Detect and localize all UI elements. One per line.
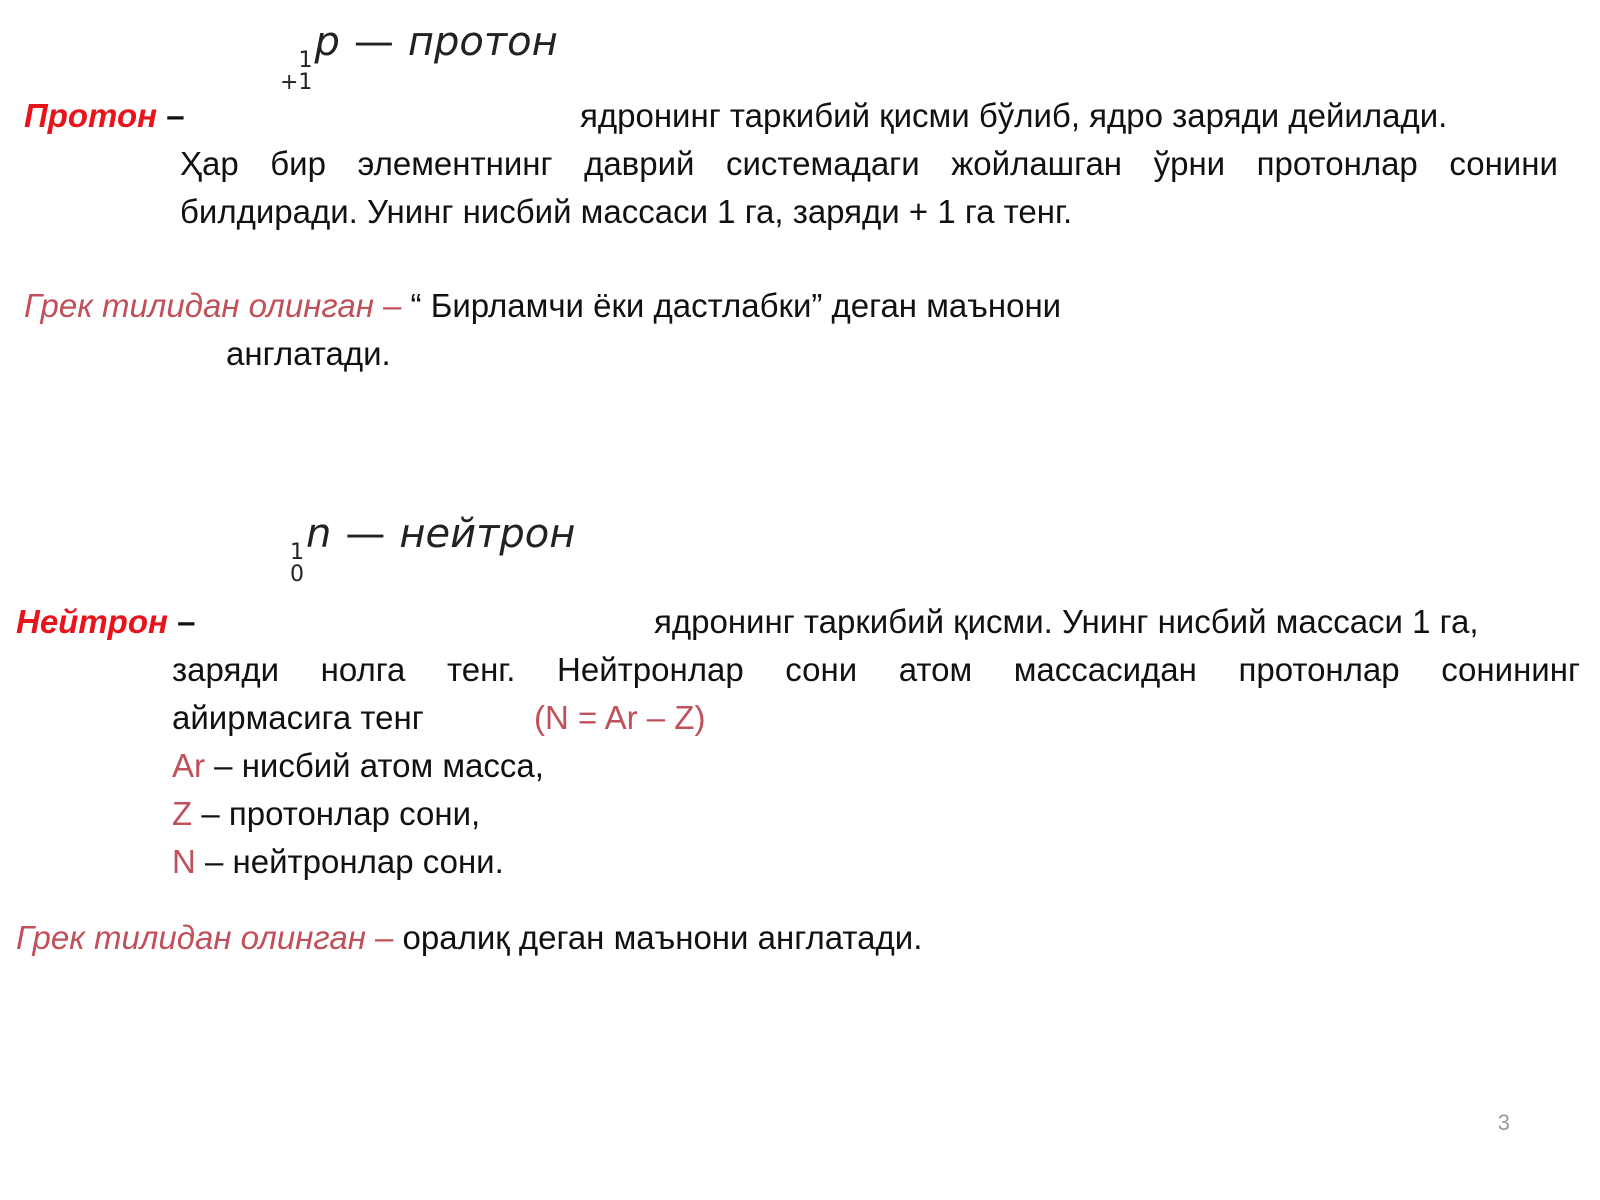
page-number: 3 <box>1497 1110 1510 1135</box>
proton-origin-line <box>24 282 1061 330</box>
proton-line-1: ядронинг таркибий қисми бўлиб, ядро заряди дейилади. <box>580 97 1448 134</box>
neutron-line-2-word: нолга <box>320 651 406 688</box>
neutron-origin-label: Грек тилидан олинган – <box>16 919 394 956</box>
neutron-charge: 0 <box>290 562 304 587</box>
proton-origin-label: Грек тилидан олинган – <box>24 287 402 324</box>
neutron-term-dash: – <box>177 603 196 640</box>
proton-symbol: p <box>314 19 340 65</box>
neutron-term: Нейтрон <box>16 603 168 640</box>
proton-line-2-word: системадаги <box>726 145 920 182</box>
definition-item <box>172 790 480 838</box>
neutron-formula-name: нейтрон <box>399 511 576 557</box>
definition-symbol: N <box>172 843 196 880</box>
neutron-line-2-word: тенг. <box>446 651 516 688</box>
neutron-mass-number: 1 <box>290 540 304 565</box>
proton-mass-number: 1 <box>298 48 313 73</box>
definition-item <box>172 742 544 790</box>
proton-line-2-word: жойлашган <box>951 145 1123 182</box>
neutron-line-2-word: заряди <box>172 651 280 688</box>
neutron-line-3-text: айирмасига тенг <box>172 699 424 736</box>
proton-line-2-word: сонини <box>1449 145 1558 182</box>
neutron-symbol: n <box>306 511 332 557</box>
neutron-line-2-word: сонининг <box>1441 651 1580 688</box>
proton-line-2-word: даврий <box>584 145 695 182</box>
definition-symbol: Ar <box>172 747 205 784</box>
proton-formula-name: протон <box>407 19 558 65</box>
definition-text: – нейтронлар сони. <box>195 843 504 880</box>
proton-line-2-word: Ҳар <box>180 145 239 182</box>
proton-term-dash: – <box>166 97 185 134</box>
proton-term-line <box>24 92 185 140</box>
proton-line-2 <box>180 140 1558 188</box>
definition-text: – нисбий атом масса, <box>205 747 544 784</box>
proton-charge: +1 <box>280 70 313 95</box>
proton-line-2-word: ўрни <box>1153 145 1226 182</box>
proton-line-3: билдиради. Унинг нисбий массаси 1 га, заряди + 1 га тенг. <box>180 193 1073 230</box>
neutron-line-2-word: Нейтронлар <box>557 651 744 688</box>
proton-line-2-word: бир <box>270 145 326 182</box>
neutron-line-2 <box>172 646 1580 694</box>
neutron-term-line <box>16 598 195 646</box>
definition-text: – протонлар сони, <box>192 795 481 832</box>
neutron-equation: (N = Ar – Z) <box>534 699 706 736</box>
proton-formula-dash: — <box>353 19 394 65</box>
neutron-line-3 <box>172 694 424 742</box>
neutron-line-2-word: массасидан <box>1013 651 1197 688</box>
neutron-origin-line <box>16 914 922 962</box>
neutron-formula <box>290 511 576 587</box>
neutron-line-2-word: сони <box>785 651 858 688</box>
neutron-line-1: ядронинг таркибий қисми. Унинг нисбий массаси 1 га, <box>654 603 1479 640</box>
proton-formula <box>280 19 558 95</box>
neutron-line-2-word: атом <box>898 651 973 688</box>
definition-symbol: Z <box>172 795 193 832</box>
neutron-formula-scripts <box>290 542 304 586</box>
proton-formula-scripts <box>280 50 312 94</box>
neutron-origin-text: оралиқ деган маънони англатади. <box>402 919 923 956</box>
proton-line-2-word: протонлар <box>1256 145 1418 182</box>
proton-origin-text: “ Бирламчи ёки дастлабки” деган маънони <box>410 287 1062 324</box>
proton-line-2-word: элементнинг <box>357 145 553 182</box>
neutron-line-2-word: протонлар <box>1238 651 1400 688</box>
proton-term: Протон <box>24 97 158 134</box>
proton-origin-text-2: англатади. <box>226 335 391 372</box>
neutron-formula-dash: — <box>345 511 386 557</box>
definition-item <box>172 838 504 886</box>
